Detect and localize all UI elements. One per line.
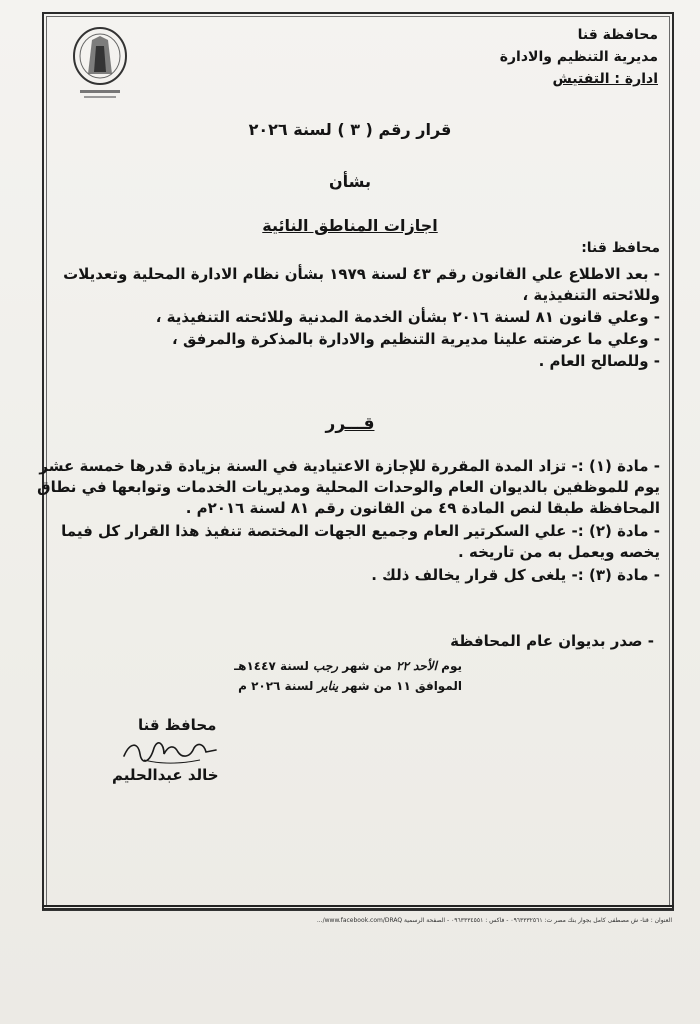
greg-month: يناير	[317, 679, 339, 693]
articles-list	[34, 456, 660, 588]
greg-day: ١١	[396, 679, 411, 693]
directorate-name: مديرية التنظيم والادارة	[499, 49, 658, 65]
article-2: - مادة (٢) :- علي السكرتير العام وجميع الجهات المختصة تنفيذ هذا القرار كل فيما يخصه ويعمل به من تاريخه .	[61, 522, 660, 561]
article-1: - مادة (١) :- تزاد المدة المقررة للإجازة الاعتيادية في السنة بزيادة قدرها خمسة عشر يوم للموظفين بالديوان العام والوحدات المحلية ومديريات الخدمات وتوابعها في نطاق المحافظة طبقا لنص المادة ٤٩ من القانون رقم ٨١ لسنة ٢٠١٦م .	[37, 457, 660, 517]
governorate-name: محافظة قنا	[577, 27, 658, 43]
footer-rule	[42, 905, 674, 907]
issued-at-line: - صدر بديوان عام المحافظة	[450, 632, 654, 650]
gregorian-date-line	[222, 676, 462, 696]
hijri-date-line	[222, 656, 462, 676]
hijri-middle: من شهر	[342, 659, 392, 673]
footer-contact: العنوان : قنا- ش مصطفى كامل بجوار بنك مصر ت: ٠٩٦٣٣٣٢٥٦١ - فاكس : ٠٩٦٣٣٣٤٥٥١ - الصفحة الرسمية www.facebook.com/DRAQ/...	[316, 917, 672, 924]
hijri-month: رجب	[313, 659, 339, 673]
hijri-prefix: يوم	[441, 659, 462, 673]
governorate-seal-logo	[66, 26, 134, 102]
handwritten-signature	[120, 734, 220, 768]
greg-year: لسنة ٢٠٢٦ م	[238, 679, 314, 693]
greg-prefix: الموافق	[415, 679, 462, 693]
article-3: - مادة (٣) :- يلغى كل قرار يخالف ذلك .	[371, 566, 660, 584]
footer-rule-thin	[42, 910, 674, 911]
issuing-authority-header	[438, 24, 658, 90]
decree-dates	[222, 656, 462, 696]
decided-heading: قـــرر	[325, 414, 375, 434]
greg-middle: من شهر	[342, 679, 392, 693]
hijri-day: الأحد ٢٢	[396, 659, 437, 673]
preamble-item: - وعلي ما عرضته علينا مديرية التنظيم والادارة بالمذكرة والمرفق ،	[172, 330, 660, 348]
subject-label: بشأن	[329, 172, 371, 191]
hijri-year: لسنة ١٤٤٧هـ	[234, 659, 309, 673]
governor-label: محافظ قنا:	[581, 240, 660, 256]
preamble-item: - بعد الاطلاع علي القانون رقم ٤٣ لسنة ١٩٧٩ بشأن نظام الادارة المحلية وتعديلات وللائحته التنفيذية ،	[63, 265, 660, 304]
preamble-item: - وعلي قانون ٨١ لسنة ٢٠١٦ بشأن الخدمة المدنية وللائحته التنفيذية ،	[155, 308, 660, 326]
department-name: ادارة : التفتيش	[552, 71, 658, 87]
decree-topic: اجازات المناطق النائية	[262, 216, 438, 235]
decree-title: قرار رقم ( ٣ ) لسنة ٢٠٢٦	[248, 120, 452, 139]
preamble-list	[40, 264, 660, 373]
preamble-item: - وللصالح العام .	[538, 352, 660, 370]
signatory-title: محافظ قنا	[138, 716, 217, 734]
signatory-name: خالد عبدالحليم	[112, 766, 219, 784]
